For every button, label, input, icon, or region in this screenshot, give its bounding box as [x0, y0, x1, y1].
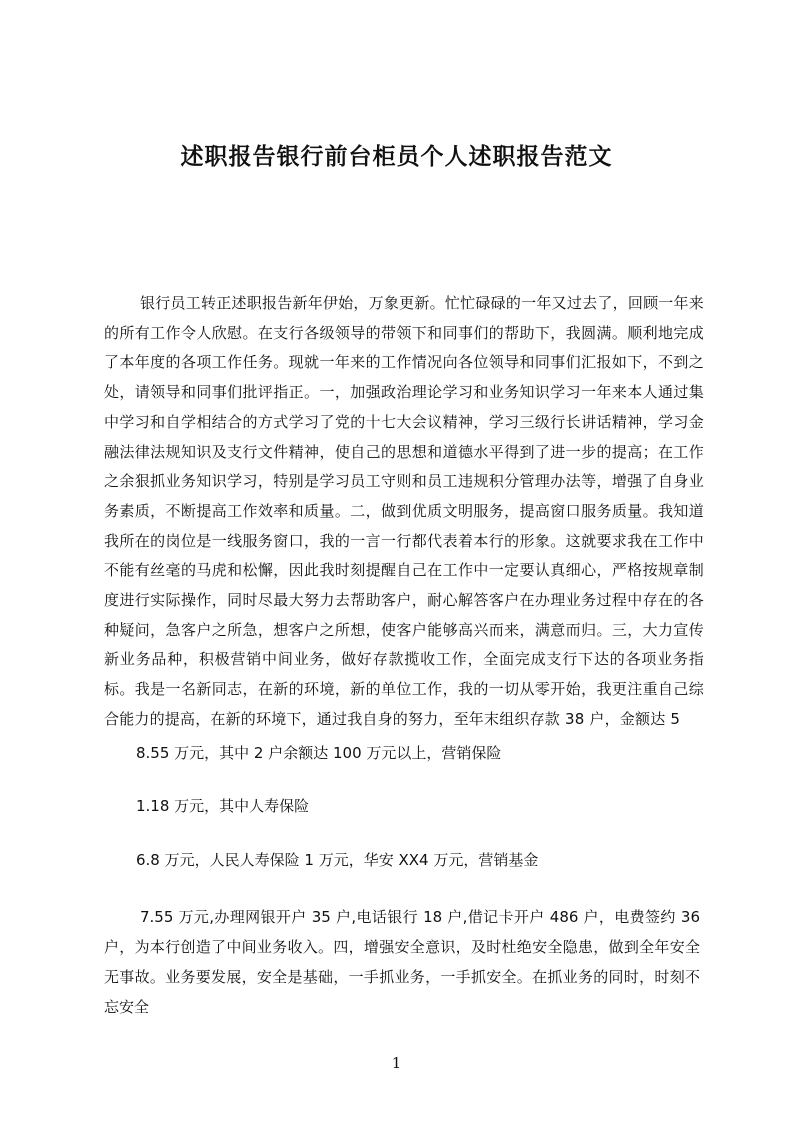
body-line-3: 6.8 万元，人民人寿保险 1 万元，华安 XX4 万元，营销基金: [136, 851, 539, 869]
body-line-2: 1.18 万元，其中人寿保险: [136, 797, 310, 815]
body-paragraph-final: 7.55 万元,办理网银开户 35 户,电话银行 18 户,借记卡开户 486 户，电费签约 36 户，为本行创造了中间业务收入。四，增强安全意识，及时杜绝安全隐患，做到全年安全无事故。业务要发展，安全是基础，一手抓业务，一手抓安全。在抓业务的同时，时刻不忘安全: [104, 908, 700, 1016]
body-paragraph-main: 银行员工转正述职报告新年伊始，万象更新。忙忙碌碌的一年又过去了，回顾一年来的所有工作令人欣慰。在支行各级领导的带领下和同事们的帮助下，我圆满。顺利地完成了本年度的各项工作任务。现就一年来的工作情况向各位领导和同事们汇报如下，不到之处，请领导和同事们批评指正。一，加强政治理论学习和业务知识学习一年来本人通过集中学习和自学相结合的方式学习了党的十七大会议精神，学习三级行长讲话精神，学习金融法律法规知识及支行文件精神，使自己的思想和道德水平得到了进一步的提高；在工作之余狠抓业务知识学习，特别是学习员工守则和员工违规积分管理办法等，增强了自身业务素质，不断提高工作效率和质量。二，做到优质文明服务，提高窗口服务质量。我知道我所在的岗位是一线服务窗口，我的一言一行都代表着本行的形象。这就要求我在工作中不能有丝毫的马虎和松懈，因此我时刻提醒自己在工作中一定要认真细心，严格按规章制度进行实际操作，同时尽最大努力去帮助客户，耐心解答客户在办理业务过程中存在的各种疑问，急客户之所急，想客户之所想，使客户能够高兴而来，满意而归。三，大力宣传新业务品种，积极营销中间业务，做好存款揽收工作，全面完成支行下达的各项业务指标。我是一名新同志，在新的环境，新的单位工作，我的一切从零开始，我更注重自己综合能力的提高，在新的环境下，通过我自身的努力，至年末组织存款 38 户，金额达 5: [104, 294, 704, 728]
document-title: 述职报告银行前台柜员个人述职报告范文: [180, 144, 613, 170]
page-number: 1: [391, 1054, 402, 1072]
body-line-1: 8.55 万元，其中 2 户余额达 100 万元以上，营销保险: [136, 744, 502, 762]
